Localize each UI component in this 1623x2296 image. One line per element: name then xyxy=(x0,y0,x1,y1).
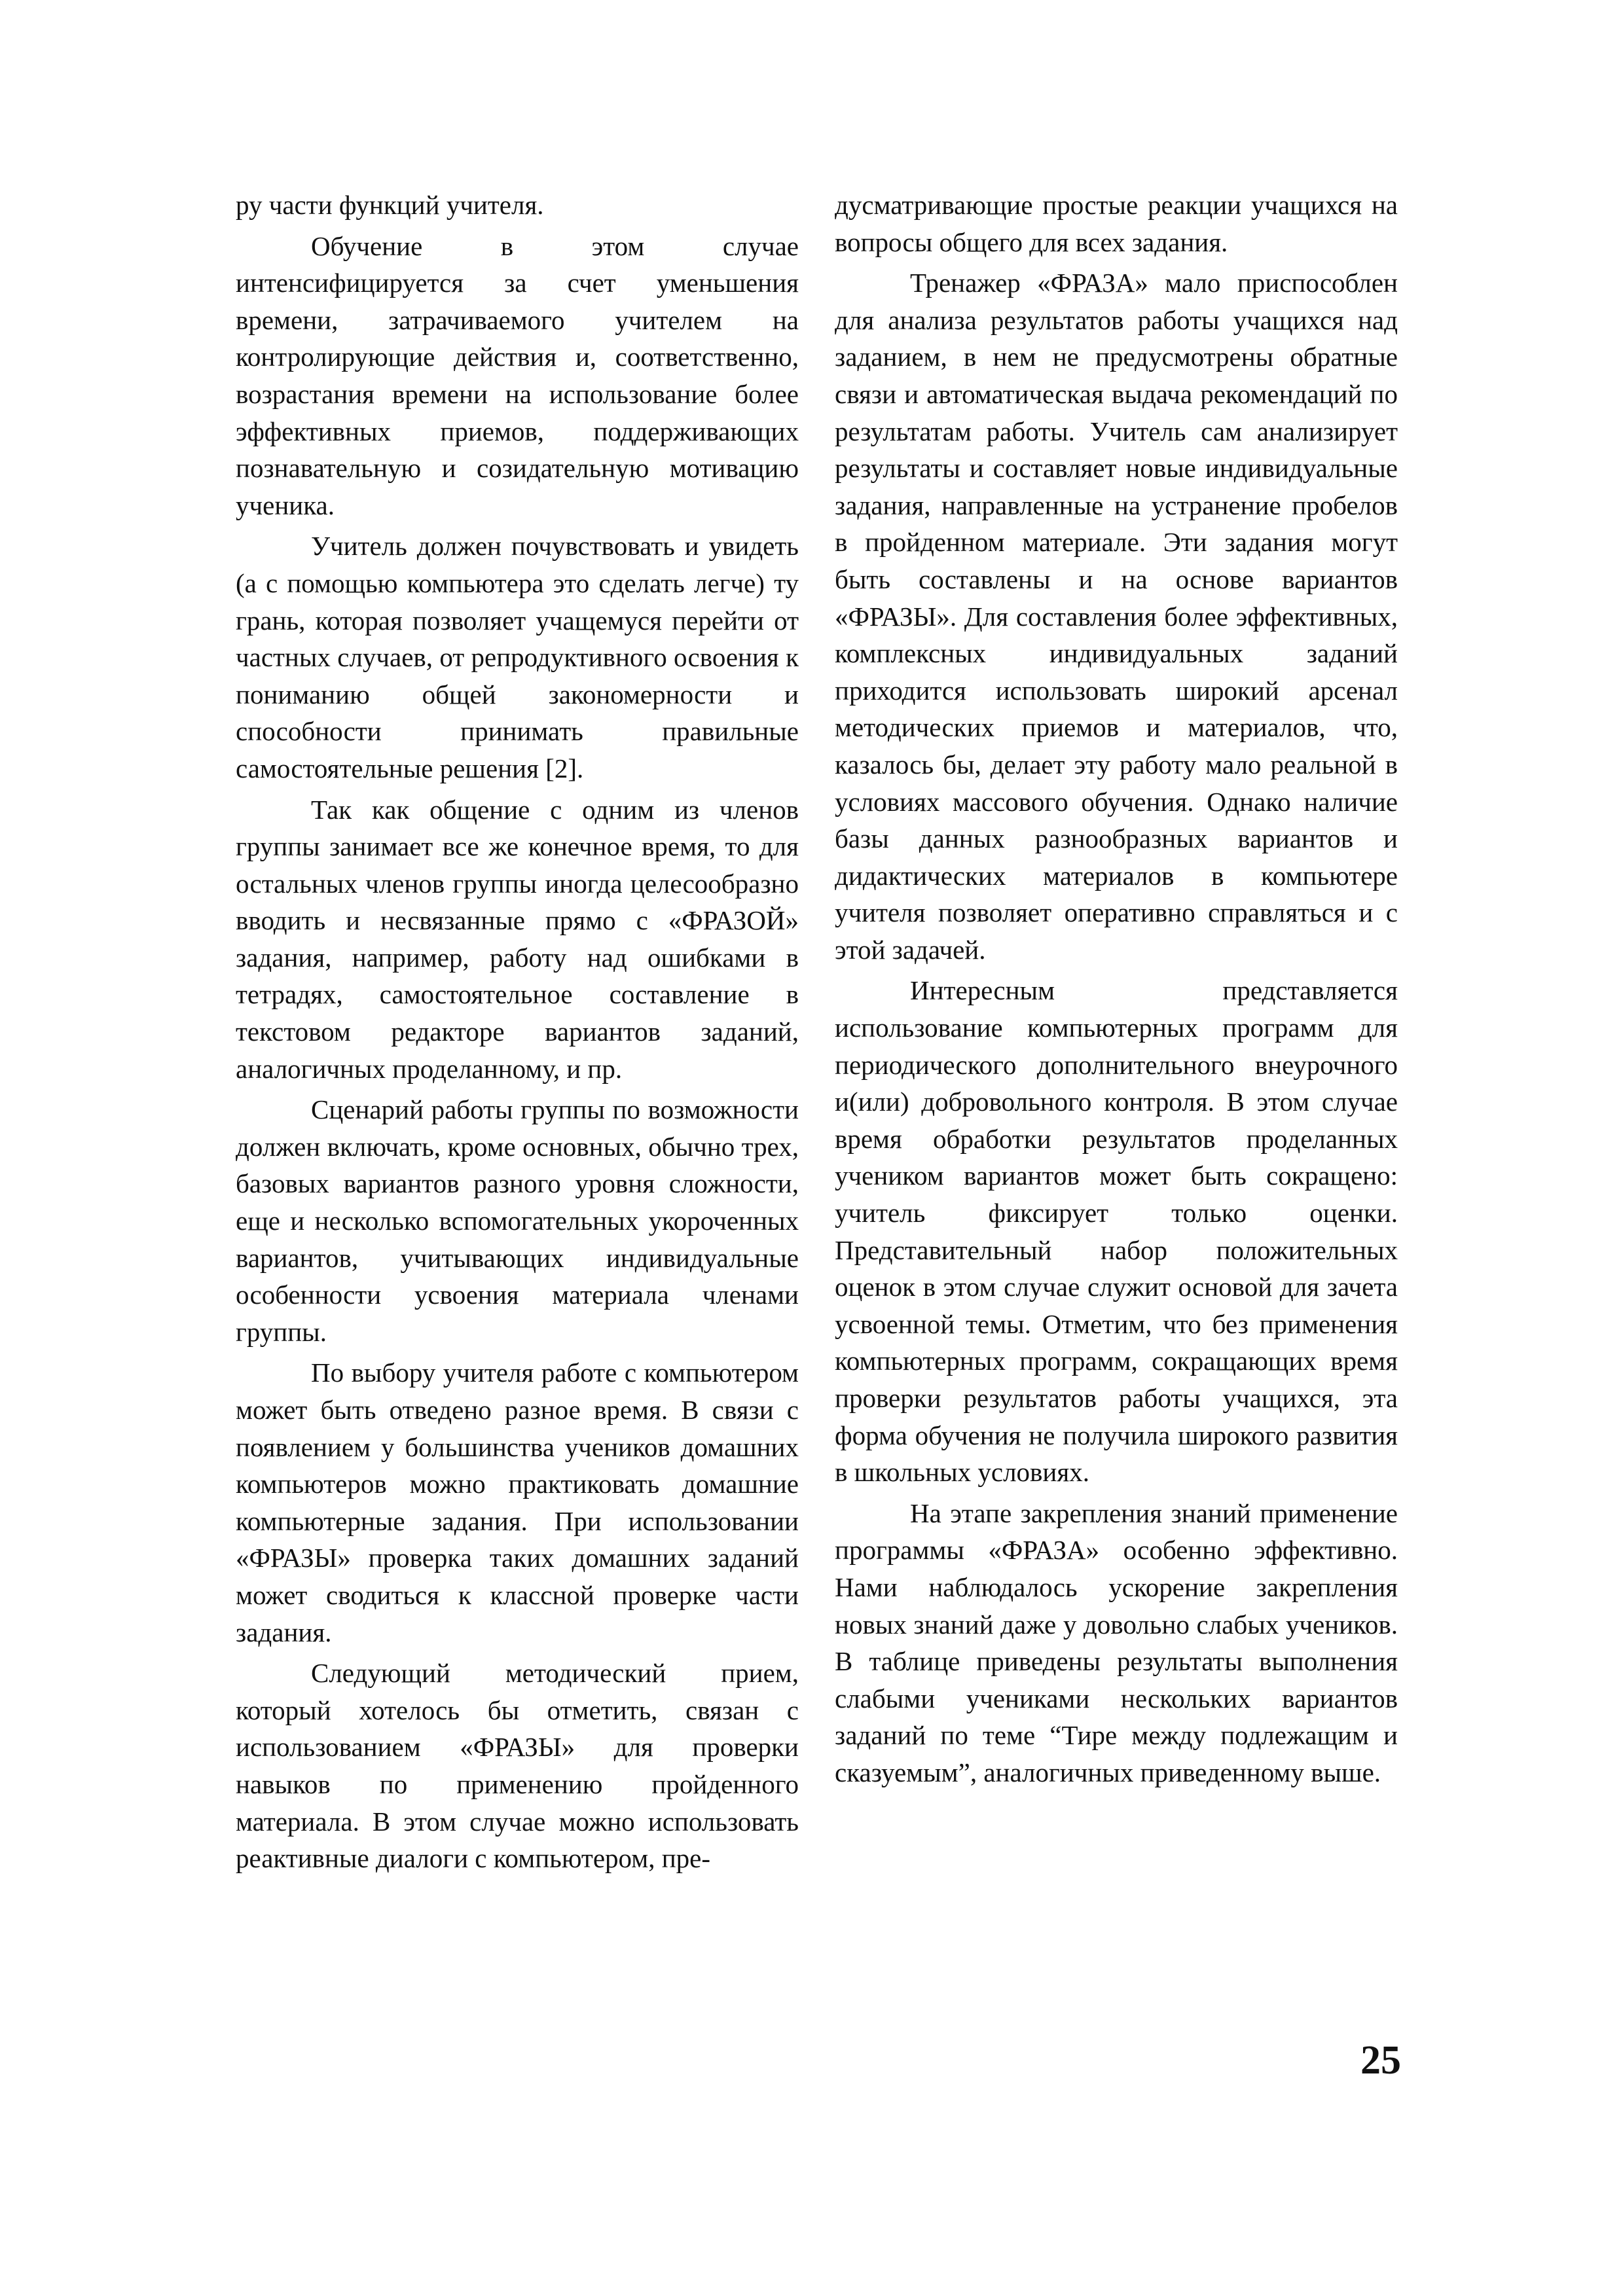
paragraph: Сценарий работы группы по возможности должен включать, кроме основных, обычно трех, базовых вариантов разного уровня сложности, еще и несколько вспомогательных укороченных вариантов, учитывающих индивидуальные особенности усвоения материала членами группы. xyxy=(236,1094,799,1347)
paragraph-continuation: ру части функций учителя. xyxy=(236,190,544,220)
paragraph: Учитель должен почувствовать и увидеть (а с помощью компьютера это сделать легче) ту грань, которая позволяет учащемуся перейти от частных случаев, от репродуктивного освоения к пониманию общей закономерности и способности принимать правильные самостоятельные решения [2]. xyxy=(236,531,799,783)
paragraph-continuation: дусматривающие простые реакции учащихся на вопросы общего для всех задания. xyxy=(835,190,1398,257)
right-text-column xyxy=(835,187,1398,1791)
paragraph: Так как общение с одним из членов группы занимает все же конечное время, то для остальных членов группы иногда целесообразно вводить и несвязанные прямо с «ФРАЗОЙ» задания, например, работу над ошибками в тетрадях, самостоятельное составление в текстовом редакторе вариантов заданий, аналогичных проделанному, и пр. xyxy=(236,794,799,1084)
paragraph: На этапе закрепления знаний применение программы «ФРАЗА» особенно эффективно. Нами наблюдалось ускорение закрепления новых знаний даже у довольно слабых учеников. В таблице приведены результаты выполнения слабыми учениками нескольких вариантов заданий по теме “Тире между подлежащим и сказуемым”, аналогичных приведенному выше. xyxy=(835,1498,1398,1787)
paragraph: Следующий методический прием, который хотелось бы отметить, связан с использованием «ФРАЗЫ» для проверки навыков по применению пройденного материала. В этом случае можно использовать реактивные диалоги с компьютером, пре- xyxy=(236,1658,799,1874)
page-number: 25 xyxy=(1360,2038,1401,2083)
paragraph: По выбору учителя работе с компьютером может быть отведено разное время. В связи с появлением у большинства учеников домашних компьютеров можно практиковать домашние компьютерные задания. При использовании «ФРАЗЫ» проверка таких домашних заданий может сводиться к классной проверке части задания. xyxy=(236,1357,799,1647)
left-text-column xyxy=(236,187,799,1877)
paragraph: Интересным представляется использование компьютерных программ для периодического дополнительного внеурочного и(или) добровольного контроля. В этом случае время обработки результатов проделанных учеником вариантов может быть сокращено: учитель фиксирует только оценки. Представительный набор положительных оценок в этом случае служит основой для зачета усвоенной темы. Отметим, что без применения компьютерных программ, сокращающих время проверки результатов работы учащихся, эта форма обучения не получила широкого развития в школьных условиях. xyxy=(835,975,1398,1488)
paragraph: Тренажер «ФРАЗА» мало приспособлен для анализа результатов работы учащихся над заданием, в нем не предусмотрены обратные связи и автоматическая выдача рекомендаций по результатам работы. Учитель сам анализирует результаты и составляет новые индивидуальные задания, направленные на устранение пробелов в пройденном материале. Эти задания могут быть составлены и на основе вариантов «ФРАЗЫ». Для составления более эффективных, комплексных индивидуальных заданий приходится использовать широкий арсенал методических приемов и материалов, что, казалось бы, делает эту работу мало реальной в условиях массового обучения. Однако наличие базы данных разнообразных вариантов и дидактических материалов в компьютере учителя позволяет оперативно справляться и с этой задачей. xyxy=(835,268,1398,965)
paragraph: Обучение в этом случае интенсифицируется за счет уменьшения времени, затрачиваемого учителем на контролирующие действия и, соответственно, возрастания времени на использование более эффективных приемов, поддерживающих познавательную и созидательную мотивацию ученика. xyxy=(236,230,799,520)
